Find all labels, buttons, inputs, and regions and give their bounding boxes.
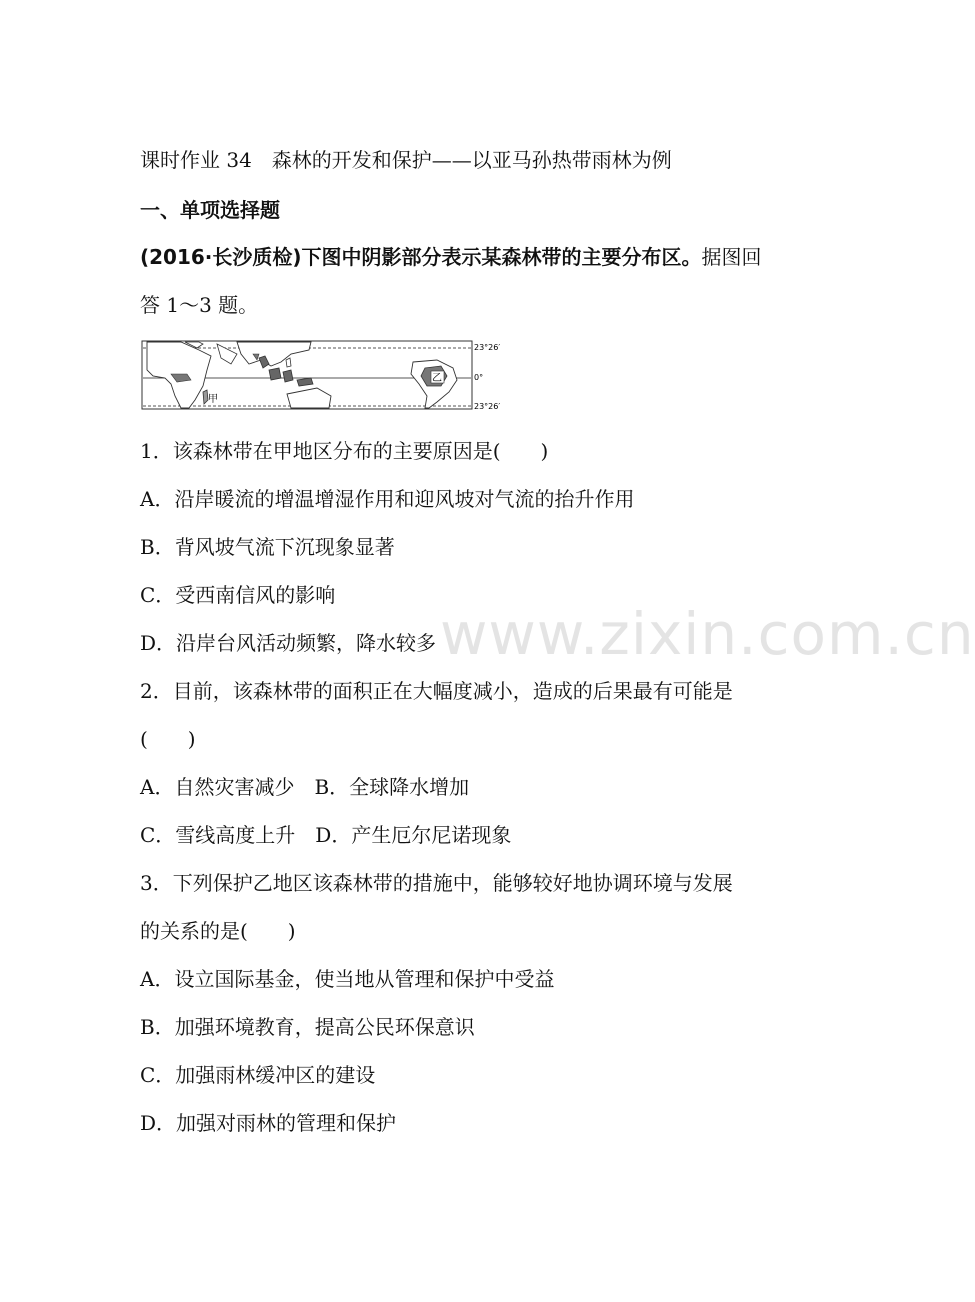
- arabia-landmass: [217, 344, 237, 364]
- philippines-landmass: [286, 358, 291, 367]
- australia-landmass: [287, 388, 331, 408]
- page-title: 课时作业 34 森林的开发和保护——以亚马孙热带雨林为例: [140, 148, 672, 172]
- q3-option-b: B．加强环境教育，提高公民环保意识: [140, 1015, 475, 1039]
- intro-line-2: 答 1～3 题。: [140, 293, 259, 317]
- q2-options-cd: C．雪线高度上升 D．产生厄尔尼诺现象: [140, 823, 512, 847]
- q2-options-ab: A．自然灾害减少 B．全球降水增加: [140, 775, 470, 799]
- lat-north-label: 23°26′: [474, 343, 501, 352]
- q3-option-d: D．加强对雨林的管理和保护: [140, 1111, 397, 1135]
- label-yi: 乙: [432, 373, 442, 384]
- q1-option-b: B．背风坡气流下沉现象显著: [140, 535, 395, 559]
- q3-option-a: A．设立国际基金，使当地从管理和保护中受益: [140, 967, 555, 991]
- intro-source: (2016·长沙质检)下图中阴影部分表示某森林带的主要分布区。: [140, 245, 702, 269]
- q3-stem-line-1: 3．下列保护乙地区该森林带的措施中，能够较好地协调环境与发展: [140, 871, 733, 895]
- q1-option-a: A．沿岸暖流的增温增湿作用和迎风坡对气流的抬升作用: [140, 487, 635, 511]
- equator-label: 0°: [474, 373, 484, 382]
- q3-stem-line-2: 的关系的是( ): [140, 919, 296, 943]
- q2-stem-line-2: ( ): [140, 727, 196, 751]
- asia-landmass: [237, 342, 311, 366]
- world-map-figure: [141, 340, 521, 416]
- watermark: www.zixin.com.cn: [440, 600, 975, 668]
- q3-option-c: C．加强雨林缓冲区的建设: [140, 1063, 376, 1087]
- lat-south-label: 23°26′: [474, 402, 501, 411]
- intro-tail: 据图回: [701, 245, 762, 269]
- section-heading: 一、单项选择题: [140, 198, 280, 222]
- q1-stem: 1．该森林带在甲地区分布的主要原因是( ): [140, 439, 549, 463]
- intro-line-1: [140, 244, 762, 270]
- q2-stem-line-1: 2．目前，该森林带的面积正在大幅度减小，造成的后果最有可能是: [140, 679, 733, 703]
- q1-option-d: D．沿岸台风活动频繁，降水较多: [140, 631, 437, 655]
- label-jia: 甲: [208, 394, 218, 405]
- q1-option-c: C．受西南信风的影响: [140, 583, 336, 607]
